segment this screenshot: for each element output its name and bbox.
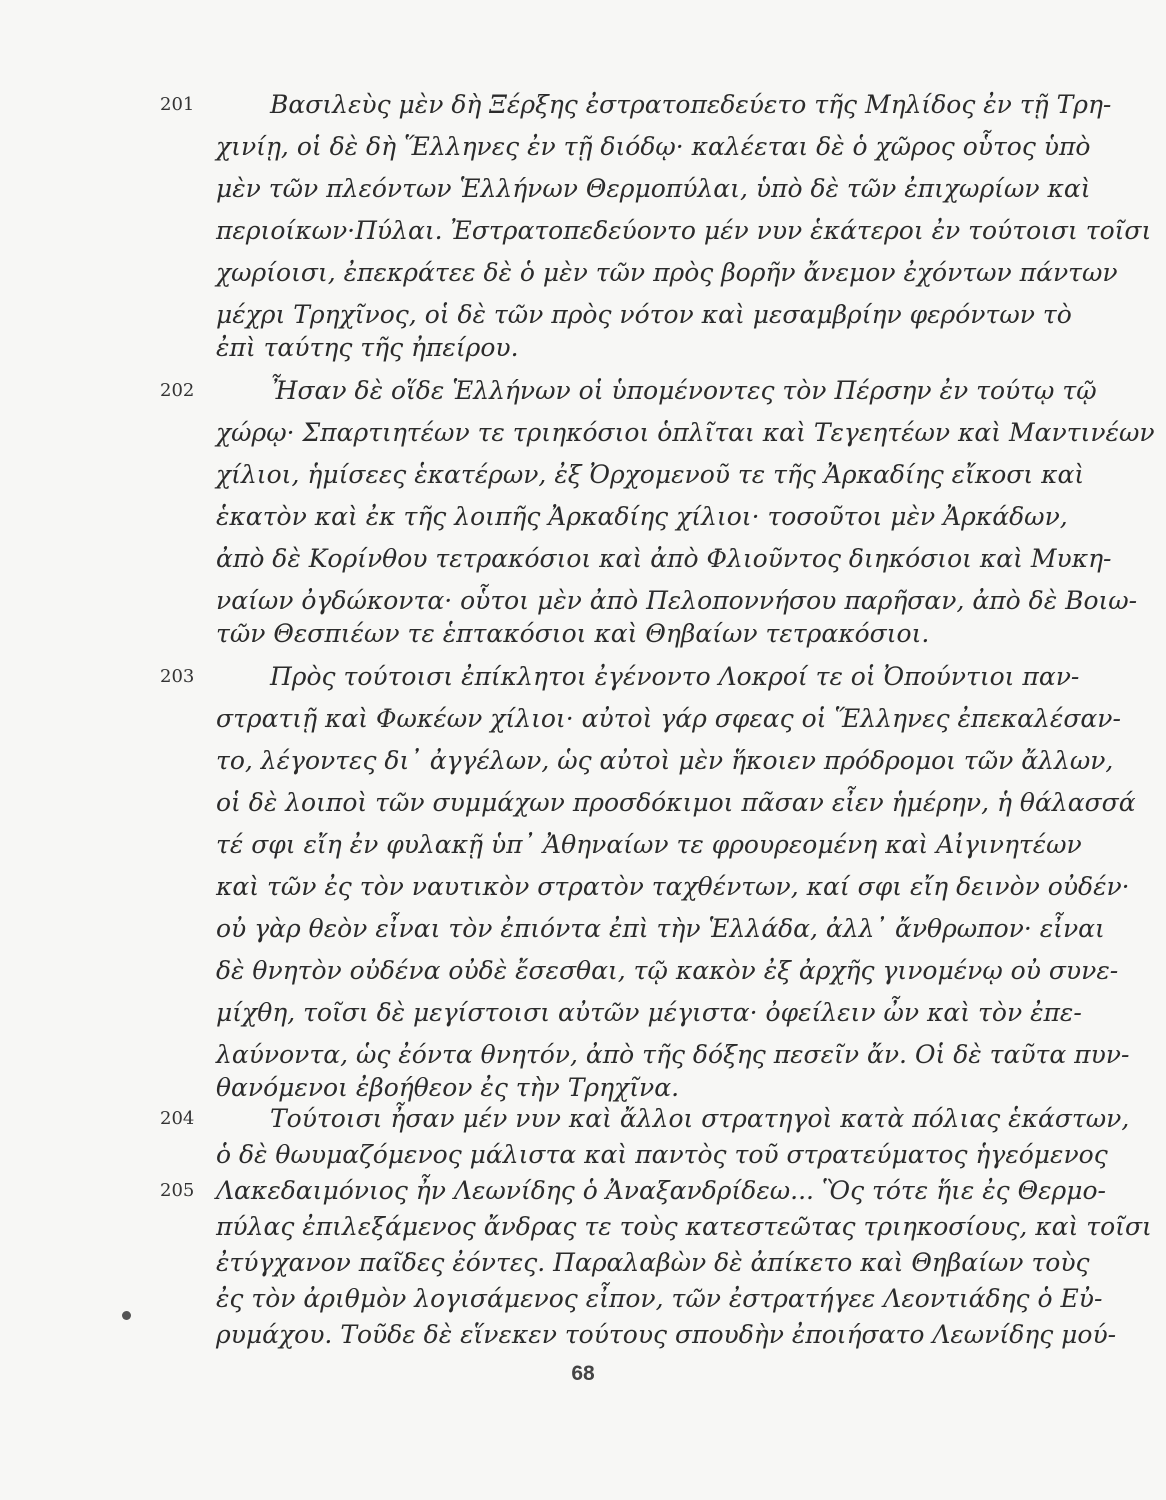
text-line: ἐπὶ ταύτης τῆς ἠπείρου. — [216, 333, 519, 362]
text-line: περιοίκων·Πύλαι. Ἐστρατοπεδεύοντο μέν νυν ἑκάτεροι ἐν τούτοισι τοῖσι — [216, 216, 1152, 245]
text-line: Λακεδαιμόνιος ἦν Λεωνίδης ὁ Ἀναξανδρίδεω... Ὃς τότε ἥιε ἐς Θερμο- — [216, 1176, 1106, 1205]
text-line: οἱ δὲ λοιποὶ τῶν συμμάχων προσδόκιμοι πᾶσαν εἶεν ἡμέρην, ἡ θάλασσά — [216, 788, 1136, 817]
text-line: λαύνοντα, ὡς ἐόντα θνητόν, ἀπὸ τῆς δόξης πεσεῖν ἄν. Οἱ δὲ ταῦτα πυν- — [216, 1040, 1130, 1069]
page-number: 68 — [571, 1362, 595, 1385]
text-line: χώρῳ· Σπαρτιητέων τε τριηκόσιοι ὁπλῖται καὶ Τεγεητέων καὶ Μαντινέων — [216, 418, 1155, 447]
text-line: ναίων ὀγδώκοντα· οὗτοι μὲν ἀπὸ Πελοποννήσου παρῆσαν, ἀπὸ δὲ Βοιω- — [216, 586, 1138, 615]
text-line: μέχρι Τρηχῖνος, οἱ δὲ τῶν πρὸς νότον καὶ μεσαμβρίην φερόντων τὸ — [216, 300, 1072, 329]
section-number: 203 — [160, 666, 195, 687]
text-line: Ἦσαν δὲ οἵδε Ἑλλήνων οἱ ὑπομένοντες τὸν Πέρσην ἐν τούτῳ τῷ — [270, 376, 1097, 405]
text-line: χίλιοι, ἡμίσεες ἑκατέρων, ἐξ Ὀρχομενοῦ τε τῆς Ἀρκαδίης εἴκοσι καὶ — [216, 460, 1085, 489]
section-number: 205 — [160, 1180, 195, 1201]
text-line: χωρίοισι, ἐπεκράτεε δὲ ὁ μὲν τῶν πρὸς βορῆν ἄνεμον ἐχόντων πάντων — [216, 258, 1118, 287]
text-line: ἑκατὸν καὶ ἐκ τῆς λοιπῆς Ἀρκαδίης χίλιοι· τοσοῦτοι μὲν Ἀρκάδων, — [216, 502, 1068, 531]
text-line: Τούτοισι ἦσαν μέν νυν καὶ ἄλλοι στρατηγοὶ κατὰ πόλιας ἑκάστων, — [270, 1104, 1130, 1133]
text-line: πύλας ἐπιλεξάμενος ἄνδρας τε τοὺς κατεστεῶτας τριηκοσίους, καὶ τοῖσι — [216, 1212, 1152, 1241]
text-line: δὲ θνητὸν οὐδένα οὐδὲ ἔσεσθαι, τῷ κακὸν ἐξ ἀρχῆς γινομένῳ οὐ συνε- — [216, 956, 1119, 985]
text-line: το, λέγοντες δι᾽ ἀγγέλων, ὡς αὐτοὶ μὲν ἥκοιεν πρόδρομοι τῶν ἄλλων, — [216, 746, 1114, 775]
section-number: 202 — [160, 380, 195, 401]
text-line: ἐς τὸν ἀριθμὸν λογισάμενος εἶπον, τῶν ἐστρατήγεε Λεοντιάδης ὁ Εὐ- — [216, 1284, 1103, 1313]
text-line: Βασιλεὺς μὲν δὴ Ξέρξης ἐστρατοπεδεύετο τῆς Μηλίδος ἐν τῇ Τρη- — [270, 90, 1112, 119]
text-line: ἀπὸ δὲ Κορίνθου τετρακόσιοι καὶ ἀπὸ Φλιοῦντος διηκόσιοι καὶ Μυκη- — [216, 544, 1112, 573]
section-number: 201 — [160, 94, 195, 115]
text-line: οὐ γὰρ θεὸν εἶναι τὸν ἐπιόντα ἐπὶ τὴν Ἑλλάδα, ἀλλ᾽ ἄνθρωπον· εἶναι — [216, 914, 1105, 943]
text-line: τέ σφι εἴη ἐν φυλακῇ ὑπ᾽ Ἀθηναίων τε φρουρεομένη καὶ Αἰγινητέων — [216, 830, 1082, 859]
text-line: μὲν τῶν πλεόντων Ἑλλήνων Θερμοπύλαι, ὑπὸ δὲ τῶν ἐπιχωρίων καὶ — [216, 174, 1091, 203]
ink-spot — [122, 1311, 131, 1320]
text-line: Πρὸς τούτοισι ἐπίκλητοι ἐγένοντο Λοκροί τε οἱ Ὀπούντιοι παν- — [270, 662, 1080, 691]
text-line: μίχθη, τοῖσι δὲ μεγίστοισι αὐτῶν μέγιστα· ὀφείλειν ὦν καὶ τὸν ἐπε- — [216, 998, 1082, 1027]
text-line: ὁ δὲ θωυμαζόμενος μάλιστα καὶ παντὸς τοῦ στρατεύματος ἡγεόμενος — [216, 1140, 1108, 1169]
text-line: ρυμάχου. Τοῦδε δὲ εἵνεκεν τούτους σπουδὴν ἐποιήσατο Λεωνίδης μού- — [216, 1320, 1117, 1349]
section-number: 204 — [160, 1108, 195, 1129]
text-line: θανόμενοι ἐβοήθεον ἐς τὴν Τρηχῖνα. — [216, 1073, 680, 1102]
text-line: στρατιῇ καὶ Φωκέων χίλιοι· αὐτοὶ γάρ σφεας οἱ Ἕλληνες ἐπεκαλέσαν- — [216, 704, 1121, 733]
text-line: τῶν Θεσπιέων τε ἑπτακόσιοι καὶ Θηβαίων τετρακόσιοι. — [216, 619, 930, 648]
text-line: ἐτύγχανον παῖδες ἐόντες. Παραλαβὼν δὲ ἀπίκετο καὶ Θηβαίων τοὺς — [216, 1248, 1090, 1277]
text-line: καὶ τῶν ἐς τὸν ναυτικὸν στρατὸν ταχθέντων, καί σφι εἴη δεινὸν οὐδέν· — [216, 872, 1130, 901]
text-line: χινίῃ, οἱ δὲ δὴ Ἕλληνες ἐν τῇ διόδῳ· καλέεται δὲ ὁ χῶρος οὗτος ὑπὸ — [216, 132, 1091, 161]
